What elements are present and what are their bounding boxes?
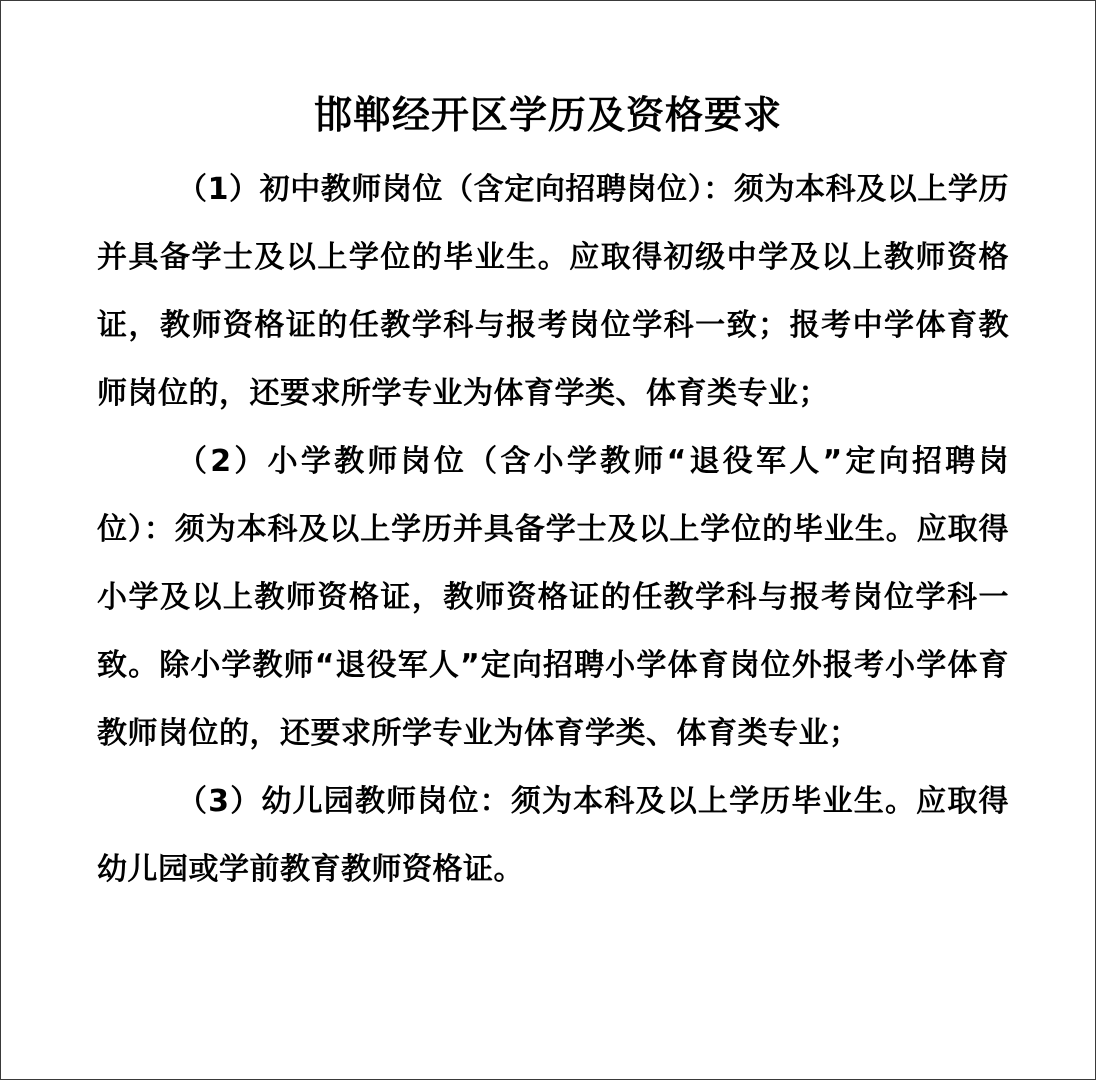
document-body [97,156,1009,904]
document-title: 邯郸经开区学历及资格要求 [313,93,782,137]
paragraph-primary: （2）小学教师岗位（含小学教师“退役军人”定向招聘岗位）：须为本科及以上学历并具备学士及以上学位的毕业生。应取得小学及以上教师资格证，教师资格证的任教学科与报考岗位学科一致。除小学教师“退役军人”定向招聘小学体育岗位外报考小学体育教师岗位的，还要求所学专业为体育学类、体育类专业； [97,444,1009,751]
paragraph-kindergarten: （3）幼儿园教师岗位：须为本科及以上学历毕业生。应取得幼儿园或学前教育教师资格证。 [97,784,1009,887]
paragraph-junior-high: （1）初中教师岗位（含定向招聘岗位）：须为本科及以上学历并具备学士及以上学位的毕业生。应取得初级中学及以上教师资格证，教师资格证的任教学科与报考岗位学科一致；报考中学体育教师岗位的，还要求所学专业为体育学类、体育类专业； [97,172,1009,411]
